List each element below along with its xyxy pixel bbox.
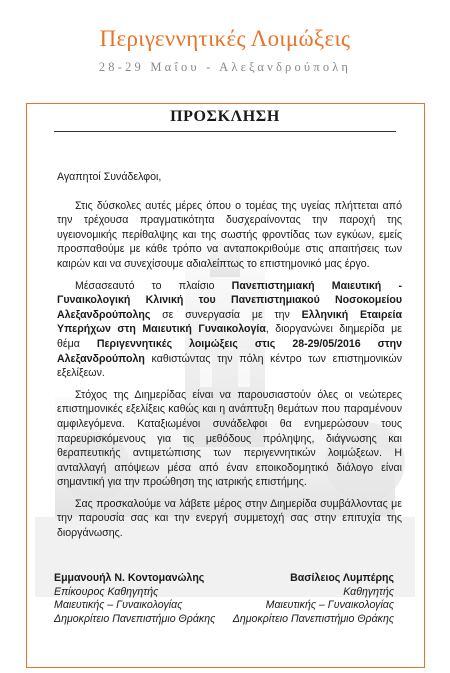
p2-text-1: Μέσασεαυτό το πλαίσιο bbox=[75, 279, 232, 292]
paragraph-1: Στις δύσκολες αυτές μέρες όπου ο τομέας της υγείας πλήττεται από την τρέχουσα πραγματικότητα δυσχεραίνοντας την παροχή της υγειονομικής περίθαλψης και της σωστής φροντίδας των εγκύων, εμείς προσπαθούμε με κάθε τρόπο να ανταποκριθούμε στις απαιτήσεις των καιρών και να συνεχίσουμε αδιαλείπτως το επιστημονικό μας έργο. bbox=[57, 199, 402, 270]
invitation-heading: ΠΡΟΣΚΛΗΣΗ bbox=[170, 108, 280, 125]
paragraph-3: Στόχος της Διημερίδας είναι να παρουσιαστούν όλες οι νεώτερες επιστημονικές εξελίξεις καθώς και η ανάπτυξη θεμάτων που παραμένουν αμφιλεγόμενα. Καταξιωμένοι συνάδελφοι θα ενημερώσουν τους παρευρισκόμενους για τις μεθόδους πρόληψης, διάγνωσης και θεραπευτικής αντιμετώπισης των περιγεννητικών λοιμώξεων. Η ανταλλαγή απόψεων μέσα από έναν εποικοδομητικό διάλογο είναι σημαντική για την προώθηση της ιατρικής επιστήμης. bbox=[57, 388, 402, 489]
signer-name: Βασίλειος Λυμπέρης bbox=[290, 572, 394, 584]
paragraph-4: Σας προσκαλούμε να λάβετε μέρος στην Διημερίδα συμβάλλοντας με την παρουσία σας και την ενεργή συμμετοχή σας στην επιτυχία της διοργάνωσης. bbox=[57, 497, 402, 540]
signer-dept: Μαιευτικής – Γυναικολογίας bbox=[54, 599, 183, 611]
greeting: Αγαπητοί Συνάδελφοι, bbox=[57, 171, 162, 183]
p2-text-3: , διοργανώνει διημερίδα με θέμα bbox=[57, 323, 402, 350]
letter-body bbox=[57, 170, 402, 548]
signer-title: Επίκουρος Καθηγητής bbox=[54, 585, 159, 598]
event-subtitle: 28-29 Μαΐου - Αλεξανδρούπολη bbox=[98, 60, 352, 74]
signature-right bbox=[233, 572, 394, 626]
paragraph-2 bbox=[57, 279, 402, 381]
signer-university: Δημοκρίτειο Πανεπιστήμιο Θράκης bbox=[232, 612, 394, 625]
event-title: Περιγεννητικές Λοιμώξεις bbox=[99, 26, 351, 51]
signer-university: Δημοκρίτειο Πανεπιστήμιο Θράκης bbox=[54, 612, 216, 625]
society-name: Ελληνική Εταιρεία Υπερήχων στη Μαιευτική Γυναικολογία bbox=[57, 308, 402, 336]
signer-title: Καθηγητής bbox=[343, 585, 394, 598]
signer-name: Εμμανουήλ Ν. Κοντομανώλης bbox=[54, 572, 205, 584]
p2-text-2: σε συνεργασία με την bbox=[150, 308, 302, 321]
heading-divider bbox=[54, 131, 396, 132]
clinic-name: Πανεπιστημιακή Μαιευτική - Γυναικολογική Κλινική του Πανεπιστημιακού Νοσοκομείου Αλεξανδρούπολης bbox=[57, 279, 402, 321]
signature-left bbox=[54, 572, 215, 626]
signer-dept: Μαιευτικής – Γυναικολογίας bbox=[265, 599, 394, 611]
p2-text-4: καθιστώντας την πόλη κέντρο των επιστημονικών εξελίξεων. bbox=[57, 352, 402, 380]
event-topic: Περιγεννητικές λοιμώξεις στις 28-29/05/2016 στην Αλεξανδρούπολη bbox=[57, 337, 402, 365]
